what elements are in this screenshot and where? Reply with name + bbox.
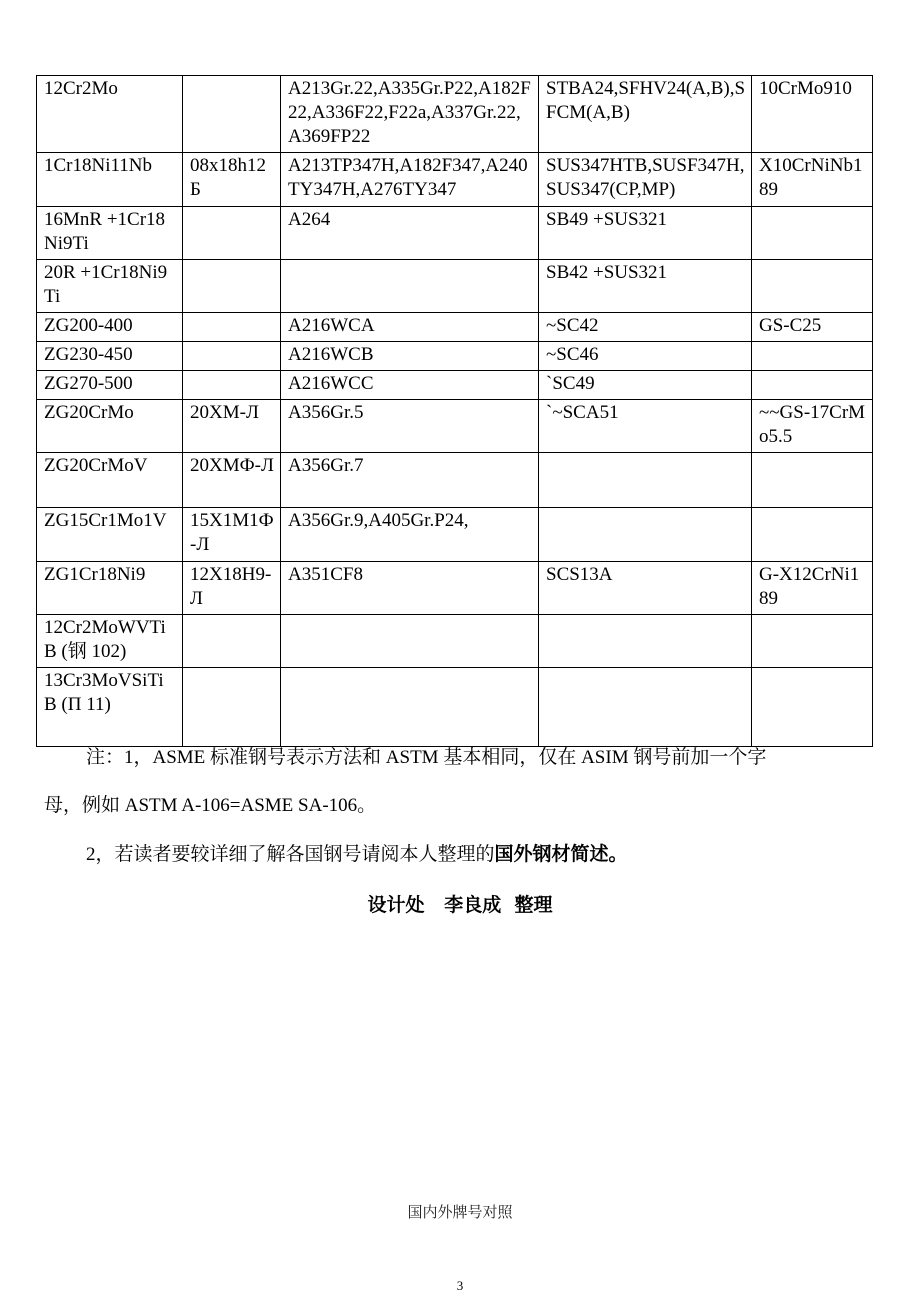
page-footer: 国内外牌号对照 xyxy=(407,1203,513,1221)
steel-grade-table-body xyxy=(37,76,873,747)
table-cell: A213Gr.22,A335Gr.P22,A182F22,A336F22,F22a,A337Gr.22,A369FP22 xyxy=(281,76,539,153)
table-row xyxy=(37,260,873,313)
table-cell xyxy=(183,615,281,668)
table-cell: STBA24,SFHV24(A,B),SFCM(A,B) xyxy=(539,76,752,153)
note-2-bold-title: 国外钢材简述。 xyxy=(494,844,628,865)
table-cell: 15X1M1Ф-Л xyxy=(183,508,281,562)
table-cell: SB42 +SUS321 xyxy=(539,260,752,313)
note-1-line-2: 母，例如 ASTM A-106=ASME SA-106。 xyxy=(44,795,377,816)
table-cell xyxy=(281,615,539,668)
table-cell xyxy=(183,207,281,260)
table-cell xyxy=(752,615,873,668)
table-cell: 20XM-Л xyxy=(183,400,281,453)
table-cell: A216WCC xyxy=(281,371,539,400)
table-cell: A356Gr.7 xyxy=(281,453,539,508)
table-cell: GS-C25 xyxy=(752,313,873,342)
table-cell: ZG270-500 xyxy=(37,371,183,400)
table-cell xyxy=(183,668,281,747)
table-cell: G-X12CrNi189 xyxy=(752,562,873,615)
table-cell: ~SC46 xyxy=(539,342,752,371)
note-2 xyxy=(86,843,906,867)
table-cell: A216WCB xyxy=(281,342,539,371)
table-cell: ZG20CrMoV xyxy=(37,453,183,508)
table-cell: 12Cr2Mo xyxy=(37,76,183,153)
table-cell xyxy=(752,371,873,400)
table-cell: 1Cr18Ni11Nb xyxy=(37,153,183,207)
table-cell: 12Cr2MoWVTiB (钢 102) xyxy=(37,615,183,668)
table-cell: ZG200-400 xyxy=(37,313,183,342)
table-cell xyxy=(539,615,752,668)
table-cell: `~SCA51 xyxy=(539,400,752,453)
table-cell xyxy=(183,76,281,153)
table-row xyxy=(37,313,873,342)
table-cell: A216WCA xyxy=(281,313,539,342)
table-cell xyxy=(539,668,752,747)
table-cell: A356Gr.9,A405Gr.P24, xyxy=(281,508,539,562)
table-cell: SB49 +SUS321 xyxy=(539,207,752,260)
table-cell xyxy=(752,508,873,562)
table-cell xyxy=(539,508,752,562)
table-cell xyxy=(183,260,281,313)
table-row xyxy=(37,562,873,615)
table-cell: 20R +1Cr18Ni9Ti xyxy=(37,260,183,313)
table-cell: A264 xyxy=(281,207,539,260)
table-cell: ZG20CrMo xyxy=(37,400,183,453)
table-cell xyxy=(281,260,539,313)
table-cell: SUS347HTB,SUSF347H,SUS347(CP,MP) xyxy=(539,153,752,207)
table-cell xyxy=(752,260,873,313)
table-cell xyxy=(183,313,281,342)
table-cell: ZG15Cr1Mo1V xyxy=(37,508,183,562)
table-cell: X10CrNiNb189 xyxy=(752,153,873,207)
table-row xyxy=(37,207,873,260)
table-row xyxy=(37,371,873,400)
table-cell: 12X18H9-Л xyxy=(183,562,281,615)
table-cell xyxy=(752,453,873,508)
table-cell: 16MnR +1Cr18Ni9Ti xyxy=(37,207,183,260)
table-row xyxy=(37,615,873,668)
table-cell: ~~GS-17CrMo5.5 xyxy=(752,400,873,453)
table-cell: 08x18h12Б xyxy=(183,153,281,207)
table-cell: `SC49 xyxy=(539,371,752,400)
table-row xyxy=(37,76,873,153)
table-cell xyxy=(752,668,873,747)
table-row xyxy=(37,400,873,453)
table-cell: ~SC42 xyxy=(539,313,752,342)
table-cell xyxy=(281,668,539,747)
table-cell: A351CF8 xyxy=(281,562,539,615)
page-number: 3 xyxy=(456,1278,464,1293)
table-cell xyxy=(752,342,873,371)
table-cell: SCS13A xyxy=(539,562,752,615)
table-cell xyxy=(752,207,873,260)
table-cell xyxy=(539,453,752,508)
table-cell xyxy=(183,371,281,400)
table-cell: ZG1Cr18Ni9 xyxy=(37,562,183,615)
table-cell: ZG230-450 xyxy=(37,342,183,371)
table-cell: 20XMФ-Л xyxy=(183,453,281,508)
table-row xyxy=(37,342,873,371)
table-row xyxy=(37,453,873,508)
table-cell xyxy=(183,342,281,371)
signature: 设计处 李良成 整理 xyxy=(367,894,553,916)
table-row xyxy=(37,508,873,562)
table-row xyxy=(37,153,873,207)
steel-grade-table xyxy=(36,75,873,747)
note-2-text: 2，若读者要较详细了解各国钢号请阅本人整理的 xyxy=(86,844,495,865)
table-cell: A213TP347H,A182F347,A240TY347H,A276TY347 xyxy=(281,153,539,207)
table-cell: A356Gr.5 xyxy=(281,400,539,453)
note-1-line-1: 注：1，ASME 标准钢号表示方法和 ASTM 基本相同，仅在 ASIM 钢号前加一个字 xyxy=(86,747,767,768)
table-cell: 13Cr3MoVSiTiB (П 11) xyxy=(37,668,183,747)
table-cell: 10CrMo910 xyxy=(752,76,873,153)
table-row xyxy=(37,668,873,747)
